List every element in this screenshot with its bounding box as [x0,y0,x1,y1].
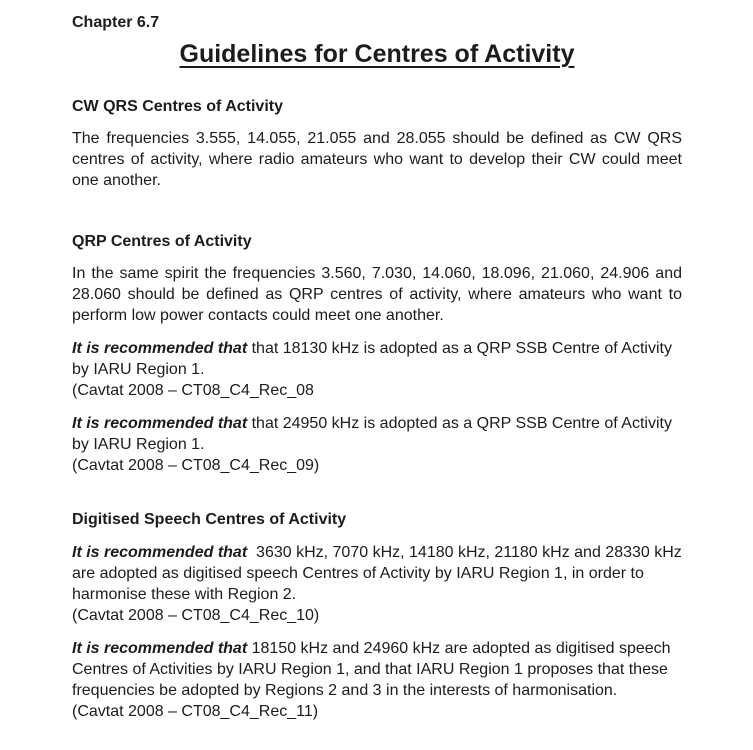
recommendation-lead: It is recommended that [72,544,248,561]
recommendation-text: 3630 kHz, 7070 kHz, 14180 kHz, 21180 kHz and 28330 kHz are adopted as digitised speech Centres of Activity by IARU Region 1, in order to harmonise these with Region 2. [72,544,682,603]
recommendation-lead: It is recommended that [72,640,248,657]
recommendation-qrp-1 [72,338,682,401]
recommendation-digitised-1 [72,542,682,626]
paragraph-cw-qrs: The frequencies 3.555, 14.055, 21.055 and 28.055 should be defined as CW QRS centres of activity, where radio amateurs who want to develop their CW could meet one another. [72,130,682,189]
recommendation-text: that 18130 kHz is adopted as a QRP SSB Centre of Activity by IARU Region 1. [72,340,672,378]
recommendation-lead: It is recommended that [72,415,248,432]
recommendation-text: 18150 kHz and 24960 kHz are adopted as digitised speech Centres of Activities by IARU Region 1, and that IARU Region 1 proposes that these frequencies be adopted by Regions 2 and 3 in the interests of harmonisation. [72,640,671,699]
source-reference: (Cavtat 2008 – CT08_C4_Rec_10) [72,607,320,624]
section-heading-digitised-speech: Digitised Speech Centres of Activity [72,511,347,528]
document-content [72,12,682,722]
recommendation-text: that 24950 kHz is adopted as a QRP SSB Centre of Activity by IARU Region 1. [72,415,672,453]
recommendation-qrp-2 [72,413,682,476]
paragraph-qrp: In the same spirit the frequencies 3.560, 7.030, 14.060, 18.096, 21.060, 24.906 and 28.060 should be defined as QRP centres of activity, where amateurs who want to perform low power contacts could meet one another. [72,265,682,324]
recommendation-digitised-2 [72,638,682,722]
recommendation-lead: It is recommended that [72,340,248,357]
source-reference: (Cavtat 2008 – CT08_C4_Rec_08 [72,382,314,399]
document-title: Guidelines for Centres of Activity [179,40,575,68]
section-heading-qrp: QRP Centres of Activity [72,233,252,250]
chapter-label: Chapter 6.7 [72,14,160,31]
source-reference: (Cavtat 2008 – CT08_C4_Rec_09) [72,457,320,474]
section-heading-cw-qrs: CW QRS Centres of Activity [72,98,283,115]
source-reference: (Cavtat 2008 – CT08_C4_Rec_11) [72,703,319,720]
